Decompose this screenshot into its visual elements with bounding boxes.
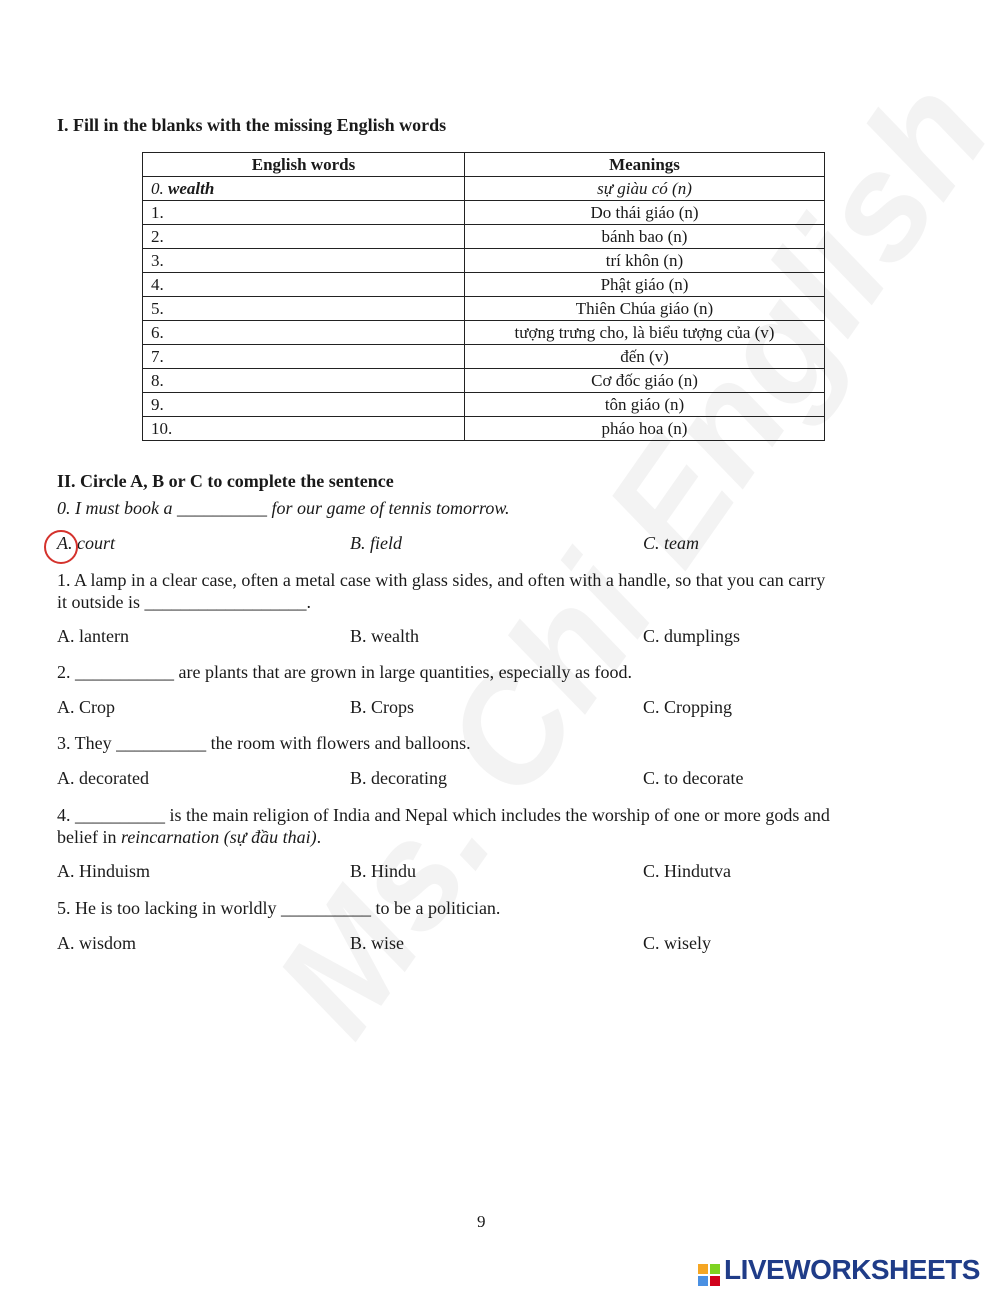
q4-line2-pre: belief in — [57, 827, 121, 847]
table-row — [143, 321, 825, 345]
meaning-cell: Cơ đốc giáo (n) — [465, 369, 825, 393]
q5-option-a[interactable]: A. wisdom — [57, 933, 137, 953]
question-3: 3. They __________ the room with flowers and balloons. — [57, 733, 471, 753]
col-header-meanings: Meanings — [465, 153, 825, 177]
question-4-line2 — [57, 826, 321, 848]
blank-cell[interactable]: 7. — [143, 345, 465, 369]
q3-option-a[interactable]: A. decorated — [57, 768, 149, 788]
brand-logo[interactable] — [698, 1254, 980, 1286]
meaning-cell: tượng trưng cho, là biểu tượng của (v) — [465, 321, 825, 345]
table-row — [143, 345, 825, 369]
q2-option-b[interactable]: B. Crops — [350, 697, 415, 717]
section2-title: II. Circle A, B or C to complete the sentence — [57, 471, 394, 491]
example-num: 0. — [151, 178, 164, 198]
example-option-a[interactable]: A. court — [57, 533, 115, 553]
blank-cell[interactable]: 9. — [143, 393, 465, 417]
blank-cell[interactable]: 5. — [143, 297, 465, 321]
blank-cell[interactable]: 3. — [143, 249, 465, 273]
meaning-cell: bánh bao (n) — [465, 225, 825, 249]
blank-cell[interactable]: 4. — [143, 273, 465, 297]
question-5: 5. He is too lacking in worldly __________ to be a politician. — [57, 898, 501, 918]
q4-option-a[interactable]: A. Hinduism — [57, 861, 151, 881]
q5-option-c[interactable]: C. wisely — [643, 933, 712, 953]
answer-circle — [44, 530, 78, 564]
table-header-row — [143, 153, 825, 177]
q4-option-b[interactable]: B. Hindu — [350, 861, 417, 881]
q1-option-b[interactable]: B. wealth — [350, 626, 419, 646]
meaning-cell: Phật giáo (n) — [465, 273, 825, 297]
blank-cell[interactable]: 10. — [143, 417, 465, 441]
question-1-line2: it outside is __________________. — [57, 592, 312, 612]
blank-cell[interactable]: 2. — [143, 225, 465, 249]
page-number: 9 — [477, 1212, 486, 1231]
q4-line2-italic: reincarnation (sự đầu thai) — [120, 827, 317, 847]
meaning-cell: Thiên Chúa giáo (n) — [465, 297, 825, 321]
question-4-line1: 4. __________ is the main religion of India and Nepal which includes the worship of one or more gods and — [57, 805, 830, 825]
question-1-line1: 1. A lamp in a clear case, often a metal case with glass sides, and often with a handle, so that you can carry — [57, 570, 826, 590]
q4-option-c[interactable]: C. Hindutva — [643, 861, 731, 881]
table-row — [143, 225, 825, 249]
table-row — [143, 417, 825, 441]
meaning-cell: trí khôn (n) — [465, 249, 825, 273]
table-row — [143, 369, 825, 393]
example-question: 0. I must book a __________ for our game of tennis tomorrow. — [57, 498, 510, 518]
table-row — [143, 249, 825, 273]
table-row — [143, 273, 825, 297]
brand-blocks-icon — [698, 1264, 720, 1286]
vocab-table — [142, 152, 825, 441]
example-meaning: sự giàu có (n) — [465, 177, 825, 201]
table-row-example — [143, 177, 825, 201]
blank-cell[interactable]: 8. — [143, 369, 465, 393]
q2-option-c[interactable]: C. Cropping — [643, 697, 733, 717]
q3-option-b[interactable]: B. decorating — [350, 768, 447, 788]
blank-cell[interactable]: 1. — [143, 201, 465, 225]
q1-option-a[interactable]: A. lantern — [57, 626, 129, 646]
question-2: 2. ___________ are plants that are grown in large quantities, especially as food. — [57, 662, 633, 682]
example-word-cell — [143, 177, 465, 201]
meaning-cell: tôn giáo (n) — [465, 393, 825, 417]
section1-title: I. Fill in the blanks with the missing English words — [57, 115, 447, 135]
meaning-cell: Do thái giáo (n) — [465, 201, 825, 225]
col-header-english: English words — [143, 153, 465, 177]
example-option-b[interactable]: B. field — [350, 533, 402, 553]
q5-option-b[interactable]: B. wise — [350, 933, 404, 953]
meaning-cell: đến (v) — [465, 345, 825, 369]
blank-cell[interactable]: 6. — [143, 321, 465, 345]
q4-line2-post: . — [316, 827, 322, 847]
brand-name: LIVEWORKSHEETS — [724, 1254, 980, 1285]
table-row — [143, 297, 825, 321]
q1-option-c[interactable]: C. dumplings — [643, 626, 741, 646]
q3-option-c[interactable]: C. to decorate — [643, 768, 744, 788]
table-row — [143, 201, 825, 225]
table-row — [143, 393, 825, 417]
meaning-cell: pháo hoa (n) — [465, 417, 825, 441]
example-option-c[interactable]: C. team — [643, 533, 699, 553]
q2-option-a[interactable]: A. Crop — [57, 697, 115, 717]
example-word: wealth — [168, 178, 215, 198]
